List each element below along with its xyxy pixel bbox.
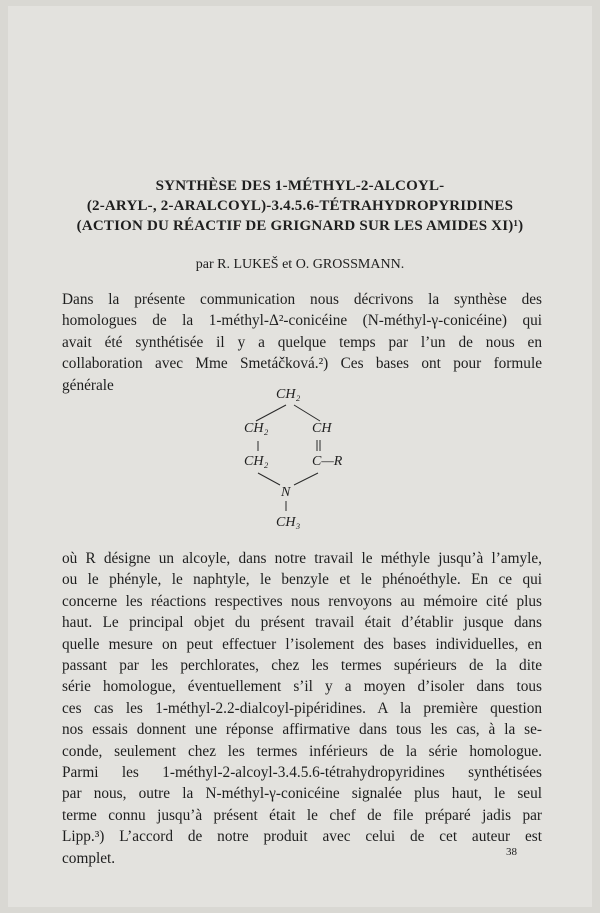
- text-line: nos essais donnent une réponse affirmative dans tous les cas, à la se-: [62, 721, 542, 739]
- text-line: homologues de la 1-méthyl-Δ²-conicéine (N-méthyl-γ-conicéine) qui: [62, 312, 542, 330]
- text-line: ces cas les 1-méthyl-2.2-dialcoyl-pipéridines. A la première question: [62, 699, 542, 717]
- text-line: passant par les perchlorates, chez les termes supérieurs de la dite: [62, 657, 542, 675]
- formula-right-upper: CH: [312, 421, 332, 436]
- text-line: ou le phényle, le naphtyle, le benzyle et le phénoéthyle. En ce qui: [62, 571, 542, 589]
- text-line: conde, seulement chez les termes inférieurs de la série homologue.: [62, 742, 542, 760]
- text-line: quelle mesure on peut effectuer l’isolement des bases individuelles, en: [62, 635, 542, 653]
- text-line: haut. Le principal objet du présent travail était d’établir jusque dans: [62, 614, 542, 632]
- text-line: Parmi les 1-méthyl-2-alcoyl-3.4.5.6-tétrahydropyridines synthétisées: [62, 764, 542, 782]
- formula-left-lower: CH₂: [244, 454, 269, 469]
- text-line: par nous, outre la N-méthyl-γ-conicéine signalée plus haut, le seul: [62, 785, 542, 803]
- formula-right-lower: C—R: [312, 454, 343, 469]
- title-line-2: (2-ARYL-, 2-ARALCOYL)-3.4.5.6-TÉTRAHYDROPYRIDINES: [86, 198, 514, 214]
- text-line: collaboration avec Mme Smetáčková.²) Ces bases ont pour formule: [62, 355, 542, 373]
- page-number: 38: [506, 846, 517, 858]
- text-line: générale: [62, 376, 114, 394]
- structural-formula: [230, 383, 370, 543]
- formula-methyl: CH₃: [276, 515, 301, 530]
- text-line: où R désigne un alcoyle, dans notre travail le méthyle jusqu’à l’amyle,: [62, 550, 542, 567]
- formula-top-ch2: CH₂: [276, 387, 301, 402]
- title-line-3: (ACTION DU RÉACTIF DE GRIGNARD SUR LES AMIDES XI)¹): [76, 218, 524, 234]
- text-line: terme connu jusqu’à présent était le chef de file préparé jadis par: [62, 806, 542, 824]
- formula-left-upper: CH₂: [244, 421, 269, 436]
- article-title: [0, 176, 600, 236]
- text-line: Lipp.³) L’accord de notre produit avec celui de cet auteur est: [62, 828, 542, 846]
- text-line: complet.: [62, 849, 116, 867]
- text-line: concerne les réactions respectives nous renvoyons au mémoire cité plus: [62, 592, 542, 610]
- paragraph-intro: [62, 289, 542, 396]
- text-line: Dans la présente communication nous décrivons la synthèse des: [62, 291, 542, 308]
- text-line: avait été synthétisée il y a quelque temps par l’un de nous en: [62, 333, 542, 351]
- paragraph-main: [62, 548, 542, 869]
- text-line: série homologue, éventuellement s’il y a moyen d’isoler dans tous: [62, 678, 542, 696]
- formula-nitrogen: N: [281, 485, 291, 500]
- authors-line: par R. LUKEŠ et O. GROSSMANN.: [195, 257, 405, 272]
- title-line-1: SYNTHÈSE DES 1-MÉTHYL-2-ALCOYL-: [155, 178, 445, 194]
